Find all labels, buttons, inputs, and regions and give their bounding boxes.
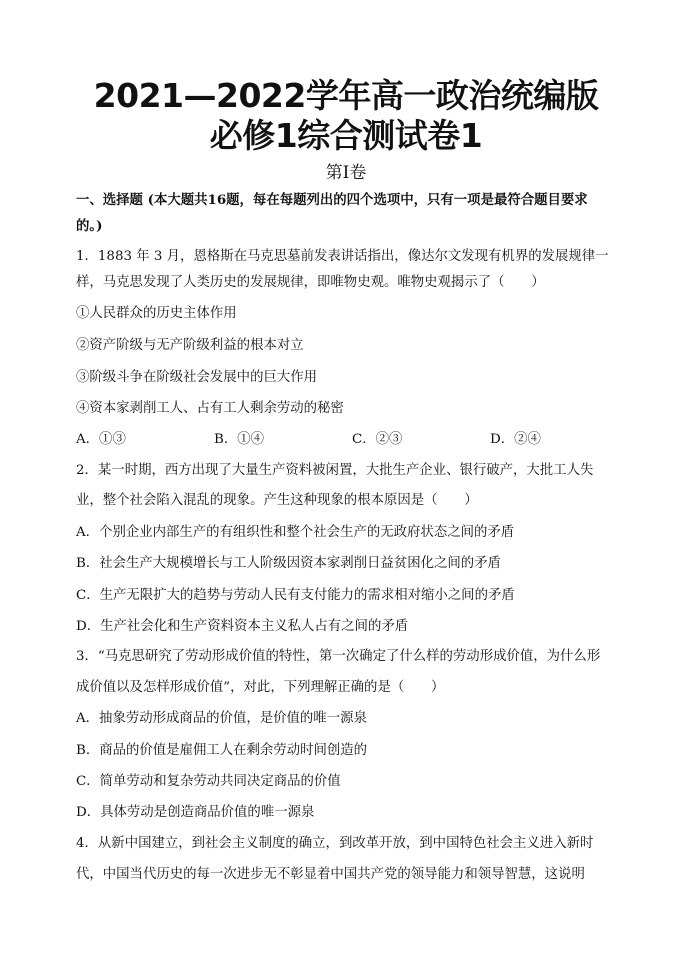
section-heading-line-2: 的。) [76, 218, 103, 234]
q2-option-b: B．社会生产大规模增长与工人阶级因资本家剥削日益贫困化之间的矛盾 [76, 556, 501, 571]
q3-option-a: A．抽象劳动形成商品的价值，是价值的唯一源泉 [76, 711, 367, 726]
q3-option-d: D．具体劳动是创造商品价值的唯一源泉 [76, 805, 315, 820]
q1-option-c: C．②③ [352, 432, 403, 447]
q3-stem-line-2: 成价值以及怎样形成价值”，对此，下列理解正确的是（ ） [76, 680, 445, 695]
q1-item-2: ②资产阶级与无产阶级利益的根本对立 [76, 338, 304, 353]
q2-option-c: C．生产无限扩大的趋势与劳动人民有支付能力的需求相对缩小之间的矛盾 [76, 588, 515, 603]
q4-stem-line-2: 代，中国当代历史的每一次进步无不彰显着中国共产党的领导能力和领导智慧，这说明 [76, 867, 585, 882]
q3-stem-line-1: 3．“马克思研究了劳动形成价值的特性，第一次确定了什么样的劳动形成价值，为什么形 [76, 649, 601, 664]
q1-option-d: D．②④ [490, 432, 541, 447]
q2-option-a: A．个别企业内部生产的有组织性和整个社会生产的无政府状态之间的矛盾 [76, 525, 515, 540]
q1-stem-line-2: 样，马克思发现了人类历史的发展规律，即唯物史观。唯物史观揭示了（ ） [76, 275, 545, 290]
volume-heading: 第Ⅰ卷 [325, 163, 367, 183]
title-line-1: 2021—2022学年高一政治统编版 [93, 76, 599, 115]
q1-option-a: A．①③ [76, 432, 126, 447]
q4-stem-line-1: 4．从新中国建立，到社会主义制度的确立，到改革开放，到中国特色社会主义进入新时 [76, 836, 594, 851]
q1-option-b: B．①④ [214, 432, 265, 447]
q1-item-4: ④资本家剥削工人、占有工人剩余劳动的秘密 [76, 401, 344, 416]
q1-stem-line-1: 1．1883 年 3 月，恩格斯在马克思墓前发表讲话指出，像达尔文发现有机界的发展规律一 [76, 249, 609, 264]
q2-stem-line-1: 2．某一时期，西方出现了大量生产资料被闲置，大批生产企业、银行破产，大批工人失 [76, 463, 594, 478]
q2-option-d: D．生产社会化和生产资料资本主义私人占有之间的矛盾 [76, 619, 409, 634]
q2-stem-line-2: 业，整个社会陷入混乱的现象。产生这种现象的根本原因是（ ） [76, 493, 478, 508]
q1-item-1: ①人民群众的历史主体作用 [76, 306, 237, 321]
title-line-2: 必修1综合测试卷1 [209, 116, 483, 155]
q3-option-b: B．商品的价值是雇佣工人在剩余劳动时间创造的 [76, 743, 368, 758]
q1-item-3: ③阶级斗争在阶级社会发展中的巨大作用 [76, 370, 318, 385]
q3-option-c: C．简单劳动和复杂劳动共同决定商品的价值 [76, 774, 341, 789]
section-heading-line-1: 一、选择题 (本大题共16题，每在每题列出的四个选项中，只有一项是最符合题目要求 [76, 192, 588, 208]
